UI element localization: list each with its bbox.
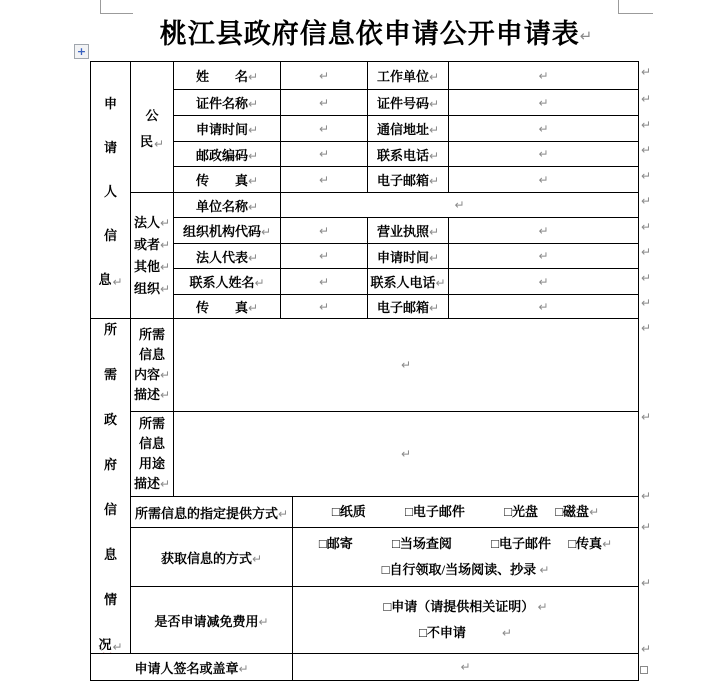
- end-of-row-mark: ↵: [641, 321, 652, 335]
- table-move-handle-icon[interactable]: +: [74, 44, 89, 59]
- label-contact-phone: 联系电话↵: [368, 142, 449, 167]
- checkbox-mail[interactable]: □邮寄: [318, 536, 353, 552]
- label-designated-provide-method: 所需信息的指定提供方式↵: [131, 496, 293, 527]
- application-form-table: [90, 61, 639, 681]
- field-contact-phone-value[interactable]: ↵: [449, 142, 639, 167]
- subsection-header-legal-entity: 法人↵ 或者↵ 其他↵ 组织↵: [131, 193, 174, 319]
- section-header-applicant-info: 申 请 人 信 息 ↵: [91, 62, 131, 319]
- end-of-row-mark: ↵: [641, 220, 652, 234]
- field-legal-representative-value[interactable]: ↵: [281, 244, 368, 269]
- field-work-unit-value[interactable]: ↵: [449, 62, 639, 90]
- checkbox-disk[interactable]: □磁盘: [555, 504, 590, 520]
- label-id-number: 证件号码↵: [368, 90, 449, 116]
- checkbox-apply-fee-reduction[interactable]: □申请（请提供相关证明）: [383, 599, 535, 614]
- field-postal-code-value[interactable]: ↵: [281, 142, 368, 167]
- field-email-value[interactable]: ↵: [449, 167, 639, 193]
- label-work-unit: 工作单位↵: [368, 62, 449, 90]
- checkbox-paper[interactable]: □纸质: [331, 504, 366, 520]
- section-header-requested-info: 所 需 政 府 信 息 情 况 ↵: [91, 319, 131, 654]
- checkbox-email-provide[interactable]: □电子邮件: [404, 504, 465, 520]
- label-fee-reduction: 是否申请减免费用↵: [131, 587, 293, 654]
- checkbox-no-apply-fee-reduction[interactable]: □不申请: [419, 625, 466, 640]
- end-of-row-mark: ↵: [641, 642, 652, 656]
- end-of-row-mark: ↵: [641, 194, 652, 208]
- label-id-type: 证件名称↵: [174, 90, 281, 116]
- label-applicant-signature: 申请人签名或盖章↵: [91, 654, 293, 681]
- label-legal-representative: 法人代表↵: [174, 244, 281, 269]
- field-unit-name-value[interactable]: ↵: [281, 193, 639, 218]
- checkbox-cd[interactable]: □光盘: [504, 504, 538, 520]
- field-applicant-signature-value[interactable]: ↵: [293, 654, 639, 681]
- paragraph-mark: ↵: [579, 27, 594, 45]
- checkbox-fax-obtain[interactable]: □传真: [568, 536, 603, 552]
- end-of-document-square: [640, 666, 648, 674]
- field-apply-time-value[interactable]: ↵: [281, 116, 368, 142]
- label-apply-time-legal: 申请时间↵: [368, 244, 449, 269]
- end-of-row-mark: ↵: [641, 576, 652, 590]
- field-content-description-value[interactable]: ↵: [174, 319, 639, 412]
- label-email-legal: 电子邮箱↵: [368, 295, 449, 319]
- label-usage-description: 所需 信息 用途 描述↵: [131, 412, 174, 497]
- label-org-code: 组织机构代码↵: [174, 218, 281, 244]
- checkbox-self-pickup[interactable]: □自行领取/当场阅读、抄录: [381, 562, 537, 578]
- label-fax: 传 真↵: [174, 167, 281, 193]
- end-of-row-mark: ↵: [641, 271, 652, 285]
- label-mailing-address: 通信地址↵: [368, 116, 449, 142]
- label-fax-legal: 传 真↵: [174, 295, 281, 319]
- label-apply-time: 申请时间↵: [174, 116, 281, 142]
- subsection-header-citizen: 公 民 ↵: [131, 62, 174, 193]
- fee-reduction-options: □申请（请提供相关证明） ↵ □不申请 ↵: [293, 587, 639, 654]
- end-of-row-mark: ↵: [641, 520, 652, 534]
- end-of-row-mark: ↵: [641, 118, 652, 132]
- end-of-row-mark: ↵: [641, 245, 652, 259]
- end-of-row-mark: ↵: [641, 489, 652, 503]
- label-business-license: 营业执照↵: [368, 218, 449, 244]
- label-postal-code: 邮政编码↵: [174, 142, 281, 167]
- end-of-row-mark: ↵: [641, 296, 652, 310]
- end-of-row-mark: ↵: [641, 92, 652, 106]
- obtain-method-options: □邮寄 □当场查阅 □电子邮件 □传真↵ □自行领取/当场阅读、抄录 ↵: [293, 528, 639, 587]
- end-of-row-mark: ↵: [641, 410, 652, 424]
- label-name: 姓 名↵: [174, 62, 281, 90]
- end-of-row-mark: ↵: [641, 65, 652, 79]
- label-email: 电子邮箱↵: [368, 167, 449, 193]
- field-id-number-value[interactable]: ↵: [449, 90, 639, 116]
- checkbox-email-obtain[interactable]: □电子邮件: [491, 536, 551, 552]
- end-of-row-mark: ↵: [641, 143, 652, 157]
- end-of-row-mark: ↵: [641, 169, 652, 183]
- field-mailing-address-value[interactable]: ↵: [449, 116, 639, 142]
- field-fax-legal-value[interactable]: ↵: [281, 295, 368, 319]
- label-contact-person: 联系人姓名↵: [174, 269, 281, 295]
- page-title: 桃江县政府信息依申请公开申请表↵: [159, 19, 594, 49]
- label-contact-person-phone: 联系人电话↵: [368, 269, 449, 295]
- field-id-type-value[interactable]: ↵: [281, 90, 368, 116]
- field-contact-person-phone-value[interactable]: ↵: [449, 269, 639, 295]
- provide-method-options: □纸质 □电子邮件 □光盘 □磁盘↵: [293, 496, 639, 527]
- field-usage-description-value[interactable]: ↵: [174, 412, 639, 497]
- label-content-description: 所需 信息 内容↵ 描述↵: [131, 319, 174, 412]
- field-fax-value[interactable]: ↵: [281, 167, 368, 193]
- field-contact-person-value[interactable]: ↵: [281, 269, 368, 295]
- checkbox-onsite-review[interactable]: □当场查阅: [391, 536, 452, 552]
- field-apply-time-legal-value[interactable]: ↵: [449, 244, 639, 269]
- label-unit-name: 单位名称↵: [174, 193, 281, 218]
- field-business-license-value[interactable]: ↵: [449, 218, 639, 244]
- label-obtain-method: 获取信息的方式↵: [131, 528, 293, 587]
- field-email-legal-value[interactable]: ↵: [449, 295, 639, 319]
- field-name-value[interactable]: ↵: [281, 62, 368, 90]
- field-org-code-value[interactable]: ↵: [281, 218, 368, 244]
